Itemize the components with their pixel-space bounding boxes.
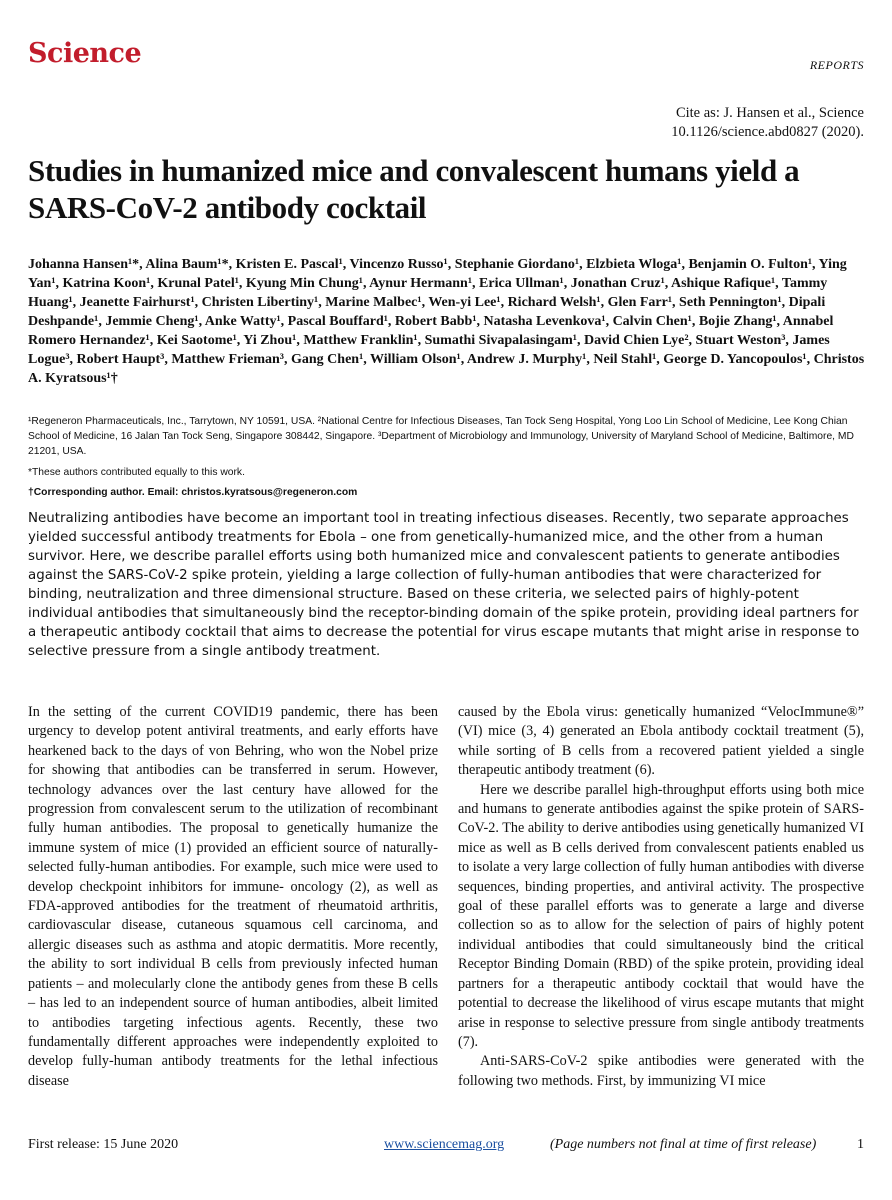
citation-block — [444, 104, 864, 142]
abstract: Neutralizing antibodies have become an important tool in treating infectious diseases. Recently, two separate approaches yielded successful antibody treatments for Ebola – one from genetically-humanized mice, and the other from a human survivor. Here, we describe parallel efforts using both humanized mice and convalescent patients to generate antibodies against the SARS-CoV-2 spike protein, yielding a large collection of fully-human antibodies that were characterized for binding, neutralization and three dimensional structure. Based on these criteria, we selected pairs of highly-potent individual antibodies that simultaneously bind the receptor-binding domain of the spike protein, providing ideal partners for a therapeutic antibody cocktail that aims to decrease the potential for virus escape mutants that might arise in response to selective pressure from a single antibody treatment. — [28, 511, 860, 659]
affiliations: ¹Regeneron Pharmaceuticals, Inc., Tarrytown, NY 10591, USA. ²National Centre for Infectious Diseases, Tan Tock Seng Hospital, Yong Loo Lin School of Medicine, Lee Kong Chian School of Medicine, 16 Jalan Tan Tock Seng, Singapore 308442, Singapore. ³Department of Microbiology and Immunology, University of Maryland School of Medicine, Baltimore, MD 21201, USA. — [28, 416, 854, 457]
equal-contribution-note: *These authors contributed equally to this work. — [28, 467, 245, 478]
journal-logo: Science — [28, 38, 142, 69]
body-column-right — [458, 703, 864, 1091]
page-number-note: (Page numbers not final at time of first release) — [550, 1137, 817, 1152]
article-title: Studies in humanized mice and convalescent humans yield a SARS-CoV-2 antibody cocktail — [28, 153, 800, 225]
citation-line-1: Cite as: J. Hansen et al., Science — [675, 105, 864, 121]
body-paragraph: Here we describe parallel high-throughput efforts using both mice and humans to generate antibodies against the spike protein of SARS-CoV-2. The ability to derive antibodies using genetically humanized VI mice as well as B cells derived from convalescent patients enabled us to isolate a very large collection of fully human antibodies with diverse sequences, binding properties, and antiviral activity. The prospective goal of these parallel efforts was to generate a large and diverse collection so as to allow for the selection of pairs of highly potent individual antibodies that could simultaneously bind the critical Receptor Binding Domain (RBD) of the spike protein, providing ideal partners for a therapeutic antibody cocktail that would have the potential to decrease the likelihood of virus escape mutants that might arise in response to selective pressure from single antibody treatments (7). — [458, 781, 864, 1050]
section-label: REPORTS — [809, 58, 864, 72]
body-paragraph: Anti-SARS-CoV-2 spike antibodies were generated with the following two methods. First, by immunizing VI mice — [458, 1053, 864, 1089]
page-number: 1 — [857, 1137, 864, 1152]
release-date: First release: 15 June 2020 — [28, 1137, 179, 1152]
citation-doi: 10.1126/science.abd0827 (2020). — [671, 124, 864, 140]
body-paragraph: caused by the Ebola virus: genetically humanized “VelocImmune®” (VI) mice (3, 4) generated an Ebola antibody cocktail treatment (5), while sorting of B cells from a recovered patient yielded a single therapeutic antibody treatment (6). — [458, 704, 864, 779]
body-paragraph: In the setting of the current COVID19 pandemic, there has been urgency to develop potent antiviral treatments, and early efforts have hearkened back to the days of von Behring, who won the Nobel prize for showing that antibodies can be transferred in serum. However, technology advances over the last century have allowed for the progression from convalescent serum to the utilization of recombinant fully human antibodies. The proposal to genetically humanize the immune system of mice (1) provided an efficient source of naturally-selected fully-human antibodies. For example, such mice were used to develop checkpoint inhibitors for immune- oncology (2), as well as FDA-approved antibodies for the treatment of rheumatoid arthritis, cardiovascular disease, cutaneous squamous cell carcinoma, and allergic diseases such as asthma and atopic dermatitis. More recently, the ability to sort individual B cells from previously infected human patients – and molecularly clone the antibody genes from these B cells – has led to an independent source of human antibodies, albeit limited to antibodies targeting infectious agents. Recently, these two fundamentally different approaches were independently exploited to develop fully-human antibody treatments for the lethal infectious disease — [28, 704, 438, 1089]
body-column-left — [28, 703, 438, 1091]
author-list: Johanna Hansen¹*, Alina Baum¹*, Kristen E. Pascal¹, Vincenzo Russo¹, Stephanie Giordano¹, Elzbieta Wloga¹, Benjamin O. Fulton¹, Ying Yan¹, Katrina Koon¹, Krunal Patel¹, Kyung Min Chung¹, Aynur Hermann¹, Erica Ullman¹, Jonathan Cruz¹, Ashique Rafique¹, Tammy Huang¹, Jeanette Fairhurst¹, Christen Libertiny¹, Marine Malbec¹, Wen-yi Lee¹, Richard Welsh¹, Glen Farr¹, Seth Pennington¹, Dipali Deshpande¹, Jemmie Cheng¹, Anke Watty¹, Pascal Bouffard¹, Robert Babb¹, Natasha Levenkova¹, Calvin Chen¹, Bojie Zhang¹, Annabel Romero Hernandez¹, Kei Saotome¹, Yi Zhou¹, Matthew Franklin¹, Sumathi Sivapalasingam¹, David Chien Lye², Stuart Weston³, James Logue³, Robert Haupt³, Matthew Frieman³, Gang Chen¹, William Olson¹, Andrew J. Murphy¹, Neil Stahl¹, George D. Yancopoulos¹, Christos A. Kyratsous¹† — [28, 257, 865, 386]
website-link[interactable]: www.sciencemag.org — [384, 1137, 505, 1152]
corresponding-author-note: †Corresponding author. Email: christos.kyratsous@regeneron.com — [28, 487, 358, 498]
